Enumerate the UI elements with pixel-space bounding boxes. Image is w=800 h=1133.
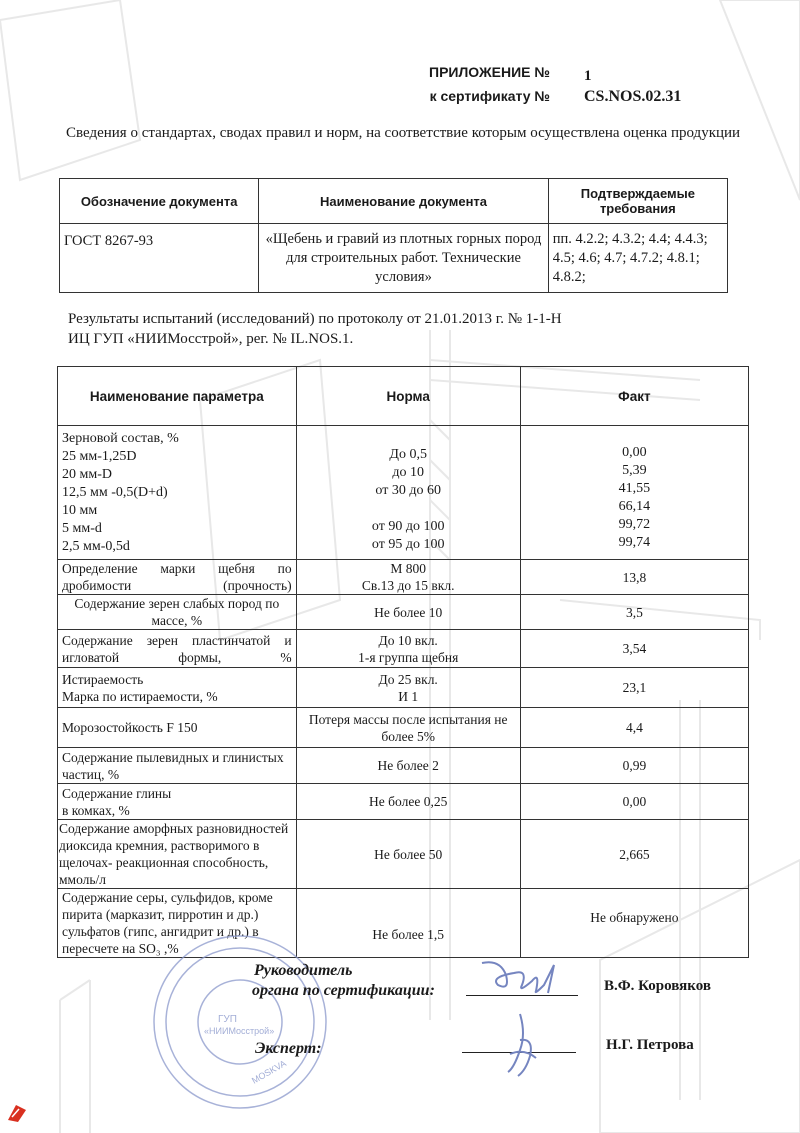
column-header: Подтверждаемые требования bbox=[548, 179, 727, 224]
norm-cell: Не более 0,25 bbox=[296, 784, 520, 820]
norm-cell: Потеря массы после испытания не более 5% bbox=[296, 708, 520, 748]
results-table-header bbox=[58, 367, 749, 426]
fact-cell: 0,00 5,39 41,55 66,14 99,72 99,74 bbox=[520, 426, 748, 560]
document-name: «Щебень и гравий из плотных горных пород для строительных работ. Технические условия» bbox=[259, 224, 548, 293]
stamp-text-bottom: MOSKVA bbox=[250, 1058, 288, 1086]
param-cell: Содержание пылевидных и глинистых частиц, % bbox=[58, 748, 297, 784]
table-row bbox=[58, 748, 749, 784]
appendix-number: 1 bbox=[584, 68, 592, 84]
stamp-text-top: ГУП bbox=[218, 1014, 237, 1025]
certificate-label: к сертификату № bbox=[429, 88, 550, 104]
norm-cell: До 0,5 до 10 от 30 до 60 от 90 до 100 от 95 до 100 bbox=[296, 426, 520, 560]
fact-cell: 2,665 bbox=[520, 820, 748, 889]
norm-cell: М 800 Св.13 до 15 вкл. bbox=[296, 560, 520, 595]
norm-cell: До 25 вкл. И 1 bbox=[296, 668, 520, 708]
table-row bbox=[58, 560, 749, 595]
fact-cell: 0,00 bbox=[520, 784, 748, 820]
standards-table bbox=[59, 178, 728, 293]
param-cell: Содержание аморфных разновидностей диоксида кремния, растворимого в щелочах- реакционная способность, ммоль/л bbox=[58, 820, 297, 889]
stamp-text-middle: «НИИМосстрой» bbox=[204, 1026, 275, 1036]
fact-cell: 3,54 bbox=[520, 630, 748, 668]
intro-text: Сведения о стандартах, сводах правил и норм, на соответствие которым осуществлена оценка продукции bbox=[66, 125, 741, 141]
column-header: Обозначение документа bbox=[60, 179, 259, 224]
param-cell: Содержание серы, сульфидов, кроме пирита (марказит, пирротин и др.) сульфатов (гипс, ангидрит и др.) в пересчете на SO₃ ,% bbox=[58, 889, 297, 958]
column-header: Факт bbox=[520, 367, 748, 426]
results-table bbox=[57, 366, 749, 958]
head-signature bbox=[470, 955, 580, 1000]
column-header: Наименование документа bbox=[259, 179, 548, 224]
document-requirements: пп. 4.2.2; 4.3.2; 4.4; 4.4.3; 4.5; 4.6; 4.7; 4.7.2; 4.8.1; 4.8.2; bbox=[548, 224, 727, 293]
fact-cell: 3,5 bbox=[520, 595, 748, 630]
param-cell: Содержание зерен пластинчатой и игловатой формы, % bbox=[58, 630, 297, 668]
table-row bbox=[58, 426, 749, 560]
norm-cell: Не более 10 bbox=[296, 595, 520, 630]
table-row bbox=[58, 595, 749, 630]
param-cell: Определение марки щебня по дробимости (прочность) bbox=[58, 560, 297, 595]
certificate-number: CS.NOS.02.31 bbox=[584, 88, 682, 105]
param-cell: Зерновой состав, % 25 мм-1,25D 20 мм-D 12,5 мм -0,5(D+d) 10 мм 5 мм-d 2,5 мм-0,5d bbox=[58, 426, 297, 560]
param-cell: Содержание зерен слабых пород по массе, % bbox=[58, 595, 297, 630]
head-label-line-2: органа по сертификации: bbox=[252, 982, 435, 999]
fact-cell: Не обнаружено bbox=[520, 889, 748, 958]
fact-cell: 4,4 bbox=[520, 708, 748, 748]
norm-cell: Не более 1,5 bbox=[296, 889, 520, 958]
standards-table-header bbox=[60, 179, 728, 224]
expert-label: Эксперт: bbox=[255, 1040, 322, 1057]
table-row bbox=[58, 784, 749, 820]
expert-signature bbox=[490, 1010, 550, 1080]
appendix-label: ПРИЛОЖЕНИЕ № bbox=[429, 64, 550, 80]
table-row bbox=[60, 224, 728, 293]
column-header: Наименование параметра bbox=[58, 367, 297, 426]
corner-badge-icon bbox=[6, 1102, 28, 1124]
param-cell: Истираемость Марка по истираемости, % bbox=[58, 668, 297, 708]
param-cell: Содержание глины в комках, % bbox=[58, 784, 297, 820]
results-text bbox=[68, 309, 728, 349]
results-line-1: Результаты испытаний (исследований) по протоколу от 21.01.2013 г. № 1-1-Н bbox=[68, 311, 562, 327]
fact-cell: 23,1 bbox=[520, 668, 748, 708]
column-header: Норма bbox=[296, 367, 520, 426]
fact-cell: 0,99 bbox=[520, 748, 748, 784]
table-row bbox=[58, 820, 749, 889]
results-line-2: ИЦ ГУП «НИИМосстрой», рег. № IL.NOS.1. bbox=[68, 331, 354, 347]
expert-name: Н.Г. Петрова bbox=[606, 1037, 694, 1053]
table-row bbox=[58, 630, 749, 668]
norm-cell: Не более 50 bbox=[296, 820, 520, 889]
table-row bbox=[58, 668, 749, 708]
fact-cell: 13,8 bbox=[520, 560, 748, 595]
norm-cell: До 10 вкл. 1-я группа щебня bbox=[296, 630, 520, 668]
head-name: В.Ф. Коровяков bbox=[604, 978, 711, 994]
certification-stamp bbox=[150, 932, 330, 1112]
norm-cell: Не более 2 bbox=[296, 748, 520, 784]
table-row bbox=[58, 708, 749, 748]
param-cell: Морозостойкость F 150 bbox=[58, 708, 297, 748]
head-label-line-1: Руководитель bbox=[254, 962, 353, 979]
document-designation: ГОСТ 8267-93 bbox=[60, 224, 259, 293]
